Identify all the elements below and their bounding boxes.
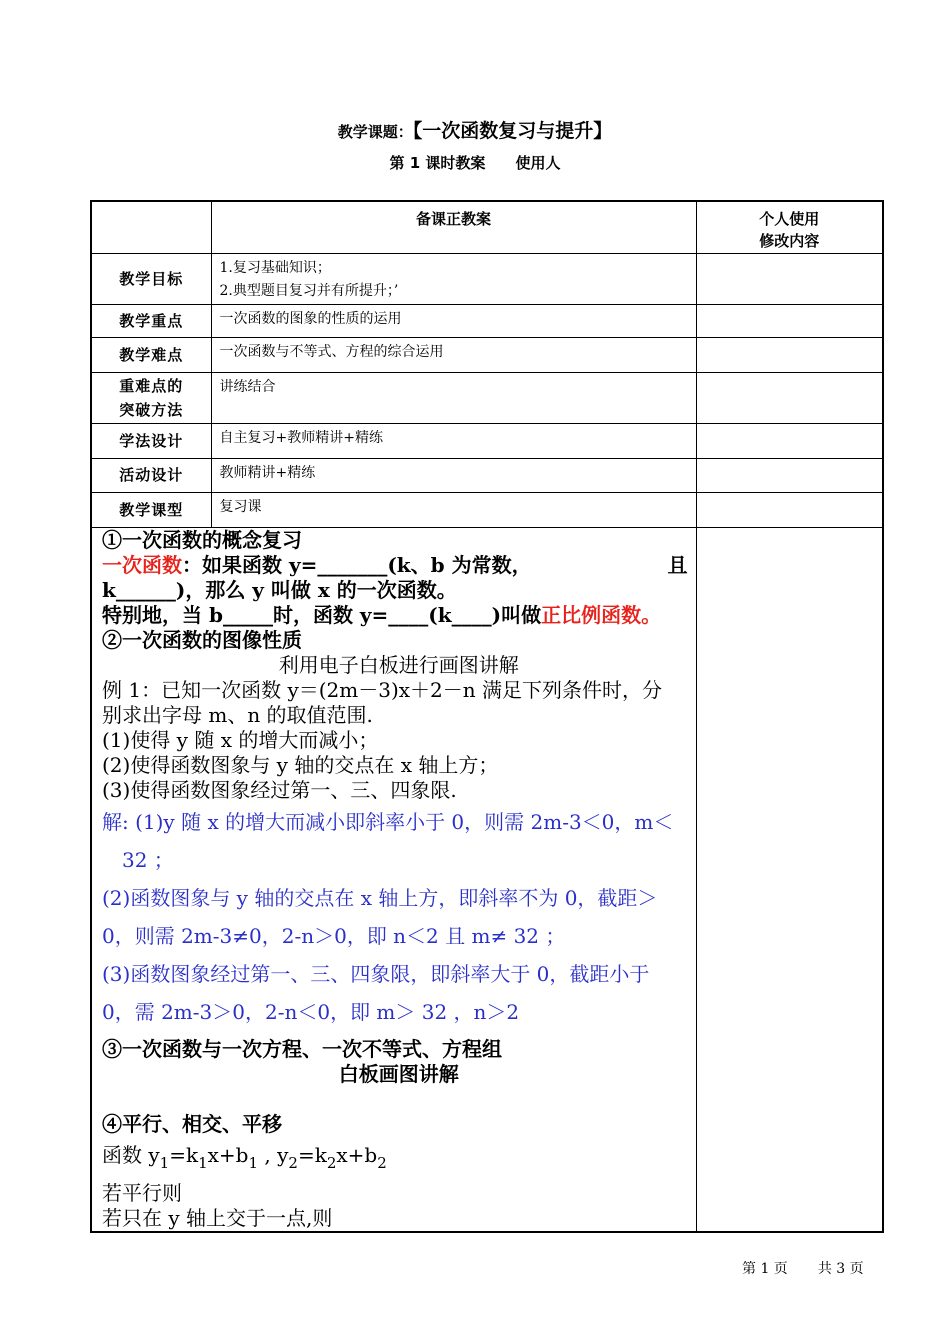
- side-cell: [696, 492, 883, 527]
- function-line: 函数 $y_1=k_1x+b_1$ , $y_2=k_2x+b_2$: [102, 1142, 387, 1172]
- row-label: 学法设计: [91, 423, 211, 458]
- side-cell: [696, 253, 883, 304]
- table-row: [91, 492, 883, 527]
- solution-1-text: : (1)y 随 x 的增大而减小即斜率小于 0，则需 2m-3＜0，m＜: [122, 809, 674, 834]
- row-label: 活动设计: [91, 458, 211, 492]
- example-question-3: (3)使得函数图象经过第一、三、四象限.: [102, 777, 457, 802]
- section-2-heading: ②一次函数的图像性质: [102, 627, 302, 652]
- definition-end: 且: [667, 552, 688, 577]
- example-1-line-1: 例 1：已知一次函数 y＝(2m－3)x＋2－n 满足下列条件时，分: [102, 677, 662, 702]
- section-4-heading: ④平行、相交、平移: [102, 1111, 282, 1136]
- col-main-header: 备课正教案: [211, 201, 696, 253]
- page-footer: [742, 1258, 864, 1278]
- example-question-1: (1)使得 y 随 x 的增大而减小；: [102, 727, 379, 752]
- row-value: 一次函数与不等式、方程的综合运用: [211, 337, 696, 372]
- definition-text: ：如果函数 y=_______(k、b 为常数，: [182, 552, 532, 577]
- section-3-heading: ③一次函数与一次方程、一次不等式、方程组: [102, 1036, 502, 1061]
- side-cell: [696, 372, 883, 423]
- solution-3: (3)函数图象经过第一、三、四象限，即斜率大于 0，截距小于: [102, 961, 650, 986]
- proportional-text: 特别地，当 b_____时，函数 y=____(k____)叫做: [102, 602, 542, 627]
- user-label: 使用人: [515, 154, 561, 172]
- lesson-plan-table: [90, 200, 884, 1233]
- whiteboard-note: 利用电子白板进行画图讲解: [278, 652, 519, 677]
- proportional-line: [102, 603, 696, 628]
- row-label: 教学课型: [91, 492, 211, 527]
- solution-1-cont: 32 ；: [122, 847, 174, 872]
- side-cell: [696, 337, 883, 372]
- col-side-line1: 个人使用: [759, 210, 820, 228]
- header-blank-cell: [91, 201, 211, 253]
- row-value: 一次函数的图象的性质的运用: [211, 304, 696, 337]
- page-total: 共 3 页: [817, 1261, 864, 1277]
- table-row: [91, 372, 883, 423]
- solution-2-cont: 0，则需 2m-3≠0，2-n＞0，即 n＜2 且 m≠ 32 ；: [102, 923, 566, 948]
- intersect-condition: 若只在 y 轴上交于一点,则: [102, 1205, 333, 1230]
- side-cell: [696, 458, 883, 492]
- definition-line: [102, 553, 696, 578]
- lesson-content: [91, 527, 696, 1232]
- example-1-line-2: 别求出字母 m、n 的取值范围.: [102, 702, 373, 727]
- table-row: [91, 304, 883, 337]
- title-lead: 教学课题：: [337, 123, 413, 141]
- row-value: [211, 253, 696, 304]
- row-value: 教师精讲+精练: [211, 458, 696, 492]
- col-side-header: [696, 201, 883, 253]
- side-cell: [696, 423, 883, 458]
- solution-1: [102, 803, 696, 841]
- lesson-number: 第 1 课时教案: [389, 154, 486, 172]
- value-line: 2.典型题目复习并有所提升；’: [219, 282, 399, 299]
- row-label: 教学难点: [91, 337, 211, 372]
- section-1-heading: ①一次函数的概念复习: [102, 527, 302, 552]
- table-body-row: [91, 527, 883, 1232]
- definition-line-2: k______)，那么 y 叫做 x 的一次函数。: [102, 577, 457, 602]
- row-label: 教学目标: [91, 253, 211, 304]
- value-line: 1.复习基础知识；: [219, 259, 331, 276]
- table-row: [91, 423, 883, 458]
- example-question-2: (2)使得函数图象与 y 轴的交点在 x 轴上方；: [102, 752, 499, 777]
- solution-3-cont: 0，需 2m-3＞0，2-n＜0，即 m＞ 32 ，n＞2: [102, 999, 520, 1024]
- definition-term: 一次函数: [102, 552, 182, 577]
- label-line: 重难点的: [119, 376, 184, 395]
- side-cell: [696, 527, 883, 1232]
- whiteboard-note-2: 白板画图讲解: [338, 1061, 459, 1086]
- page-title: [0, 116, 950, 143]
- solution-2: (2)函数图象与 y 轴的交点在 x 轴上方，即斜率不为 0，截距＞: [102, 885, 658, 910]
- row-value: 自主复习+教师精讲+精练: [211, 423, 696, 458]
- side-cell: [696, 304, 883, 337]
- proportional-term: 正比例函数。: [541, 602, 662, 627]
- row-label: 教学重点: [91, 304, 211, 337]
- parallel-condition: 若平行则: [102, 1180, 182, 1205]
- row-value: 复习课: [211, 492, 696, 527]
- page-number: 第 1 页: [742, 1261, 788, 1277]
- solution-label: 解: [102, 809, 122, 834]
- table-row: [91, 337, 883, 372]
- table-header-row: [91, 201, 883, 253]
- subtitle: [0, 152, 950, 173]
- label-line: 突破方法: [119, 400, 184, 419]
- col-side-line2: 修改内容: [759, 232, 820, 250]
- row-value: 讲练结合: [211, 372, 696, 423]
- title-main: 【一次函数复习与提升】: [412, 120, 613, 142]
- table-row: [91, 253, 883, 304]
- row-label: [91, 372, 211, 423]
- table-row: [91, 458, 883, 492]
